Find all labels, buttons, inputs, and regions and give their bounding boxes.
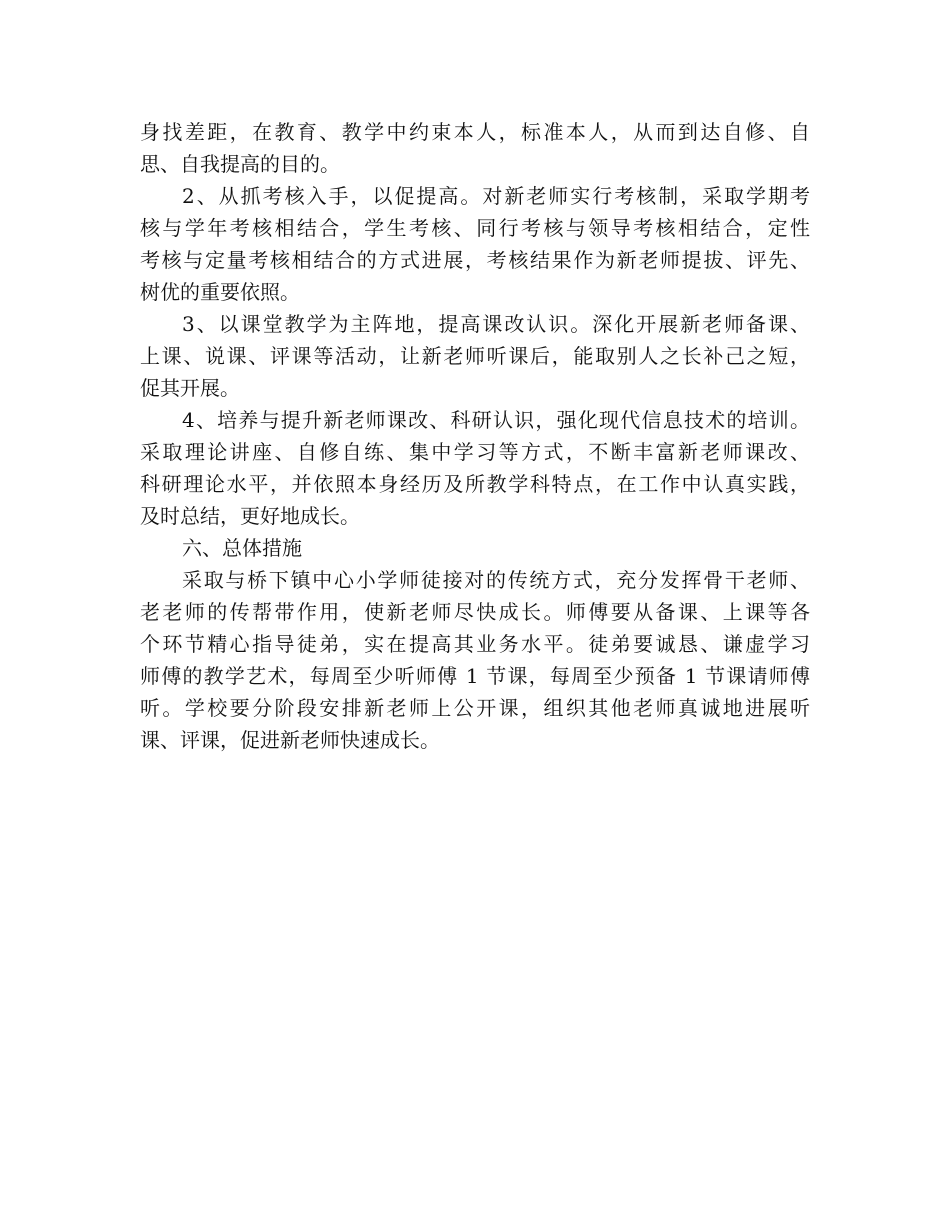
text-line: 4、培养与提升新老师课改、科研认识，强化现代信息技术的培训。 bbox=[182, 408, 810, 432]
section-heading: 六、总体措施 bbox=[182, 536, 302, 560]
text-line: 听。学校要分阶段安排新老师上公开课，组织其他老师真诚地进展听 bbox=[140, 696, 810, 720]
text-line: 采取理论讲座、自修自练、集中学习等方式，不断丰富新老师课改、 bbox=[140, 440, 810, 464]
text-line: 身找差距，在教育、教学中约束本人，标准本人，从而到达自修、自 bbox=[140, 120, 810, 144]
text-line: 师傅的教学艺术，每周至少听师傅 1 节课，每周至少预备 1 节课请师傅 bbox=[140, 664, 810, 688]
text-line: 思、自我提高的目的。 bbox=[140, 152, 340, 176]
text-line: 3、以课堂教学为主阵地，提高课改认识。深化开展新老师备课、 bbox=[182, 312, 810, 336]
text-line: 2、从抓考核入手，以促提高。对新老师实行考核制，采取学期考 bbox=[182, 184, 810, 208]
text-line: 老老师的传帮带作用，使新老师尽快成长。师傅要从备课、上课等各 bbox=[140, 600, 810, 624]
text-line: 课、评课，促进新老师快速成长。 bbox=[140, 728, 440, 752]
text-line: 考核与定量考核相结合的方式进展，考核结果作为新老师提拔、评先、 bbox=[140, 248, 810, 272]
text-line: 及时总结，更好地成长。 bbox=[140, 504, 360, 528]
text-line: 个环节精心指导徒弟，实在提高其业务水平。徒弟要诚恳、谦虚学习 bbox=[140, 632, 810, 656]
text-line: 采取与桥下镇中心小学师徒接对的传统方式，充分发挥骨干老师、 bbox=[182, 568, 810, 592]
text-line: 促其开展。 bbox=[140, 376, 240, 400]
text-line: 树优的重要依照。 bbox=[140, 280, 300, 304]
text-line: 核与学年考核相结合，学生考核、同行考核与领导考核相结合，定性 bbox=[140, 216, 810, 240]
document-body bbox=[140, 116, 810, 756]
text-line: 上课、说课、评课等活动，让新老师听课后，能取别人之长补己之短， bbox=[140, 344, 810, 368]
text-line: 科研理论水平，并依照本身经历及所教学科特点，在工作中认真实践， bbox=[140, 472, 810, 496]
